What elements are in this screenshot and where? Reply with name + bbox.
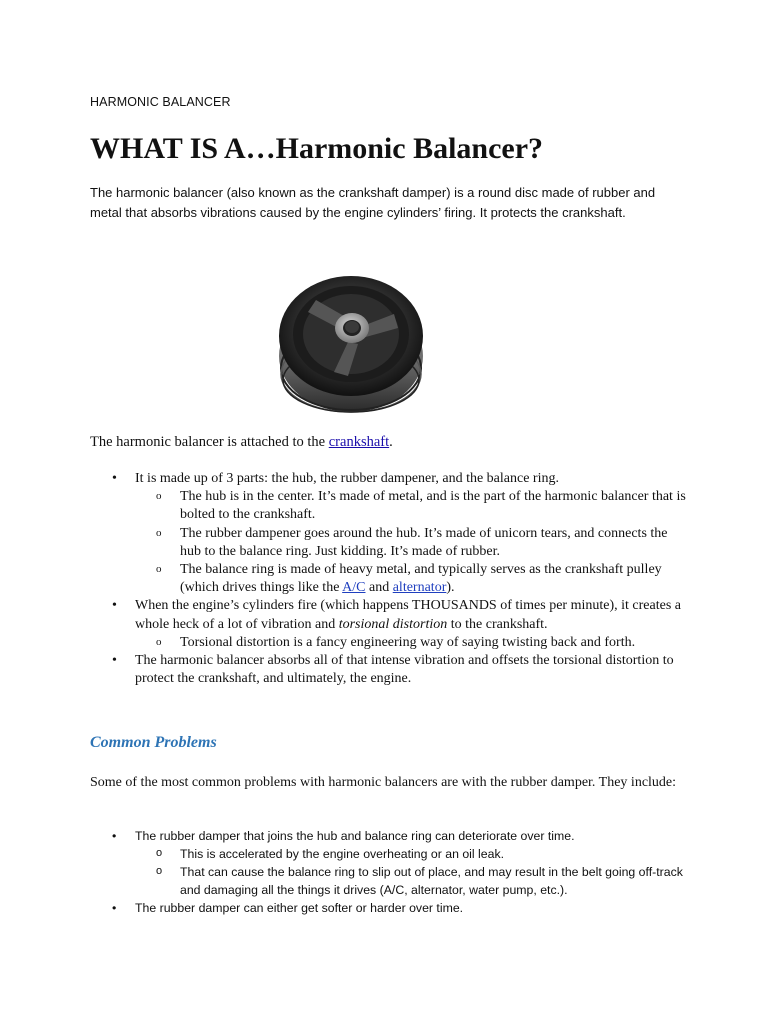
list-item-prefix: When the engine’s cylinders fire (which happens THOUSANDS of times per minute), it creates a whole heck of a lot of vibration and	[135, 598, 681, 632]
sub-list-item	[90, 845, 690, 863]
sub-list-item-text: The rubber dampener goes around the hub. It’s made of unicorn tears, and connects the hub to the balance ring. Just kidding. It’s made of rubber.	[180, 525, 668, 559]
sub-list-item	[90, 525, 690, 561]
list-item	[90, 827, 690, 845]
alternator-link[interactable]: alternator	[392, 580, 447, 596]
parts-list	[90, 470, 690, 688]
harmonic-balancer-illustration	[276, 272, 426, 414]
attached-paragraph	[90, 434, 393, 451]
list-item-suffix: to the crankshaft.	[447, 616, 548, 632]
problems-intro-paragraph: Some of the most common problems with harmonic balancers are with the rubber damper. They include:	[90, 775, 677, 790]
list-item	[90, 899, 690, 917]
torsional-distortion-emphasis: torsional distortion	[338, 616, 448, 632]
list-item	[90, 470, 690, 488]
sub-list-item-text: That can cause the balance ring to slip out of place, and may result in the belt going off-track and damaging all the things it drives (A/C, alternator, water pump, etc.).	[180, 865, 683, 897]
sub-list-item	[90, 488, 690, 524]
list-item	[90, 597, 690, 633]
page-title: WHAT IS A…Harmonic Balancer?	[90, 132, 544, 165]
sub-list-item	[90, 561, 690, 597]
sub-list-item-mid: and	[365, 580, 393, 596]
sub-list-item-text: Torsional distortion is a fancy engineering way of saying twisting back and forth.	[180, 634, 636, 650]
sub-list-item-suffix: ).	[446, 580, 455, 596]
problems-list	[90, 827, 690, 917]
sub-list-item-prefix: The balance ring is made of heavy metal, and typically serves as the crankshaft pulley (which drives things like the	[180, 562, 662, 596]
header-label: HARMONIC BALANCER	[90, 95, 231, 109]
attached-suffix: .	[389, 434, 393, 450]
intro-paragraph: The harmonic balancer (also known as the crankshaft damper) is a round disc made of rubber and metal that absorbs vibrations caused by the engine cylinders’ firing. It protects the crankshaft.	[90, 185, 656, 220]
harmonic-balancer-image	[276, 272, 426, 414]
sub-list-item-text: The hub is in the center. It’s made of metal, and is the part of the harmonic balancer that is bolted to the crankshaft.	[180, 489, 686, 523]
sub-list-item-text: This is accelerated by the engine overheating or an oil leak.	[180, 847, 505, 861]
list-item-text: The rubber damper that joins the hub and balance ring can deteriorate over time.	[135, 829, 575, 843]
common-problems-heading: Common Problems	[90, 734, 217, 751]
list-item	[90, 652, 690, 688]
list-item-text: It is made up of 3 parts: the hub, the rubber dampener, and the balance ring.	[135, 471, 559, 486]
list-item-text: The harmonic balancer absorbs all of that intense vibration and offsets the torsional distortion to protect the crankshaft, and ultimately, the engine.	[135, 653, 674, 687]
sub-list-item	[90, 634, 690, 652]
crankshaft-link[interactable]: crankshaft	[328, 434, 390, 450]
ac-link[interactable]: A/C	[342, 580, 366, 596]
list-item-text: The rubber damper can either get softer or harder over time.	[135, 901, 464, 915]
sub-list-item	[90, 863, 690, 899]
attached-prefix: The harmonic balancer is attached to the	[90, 434, 329, 450]
